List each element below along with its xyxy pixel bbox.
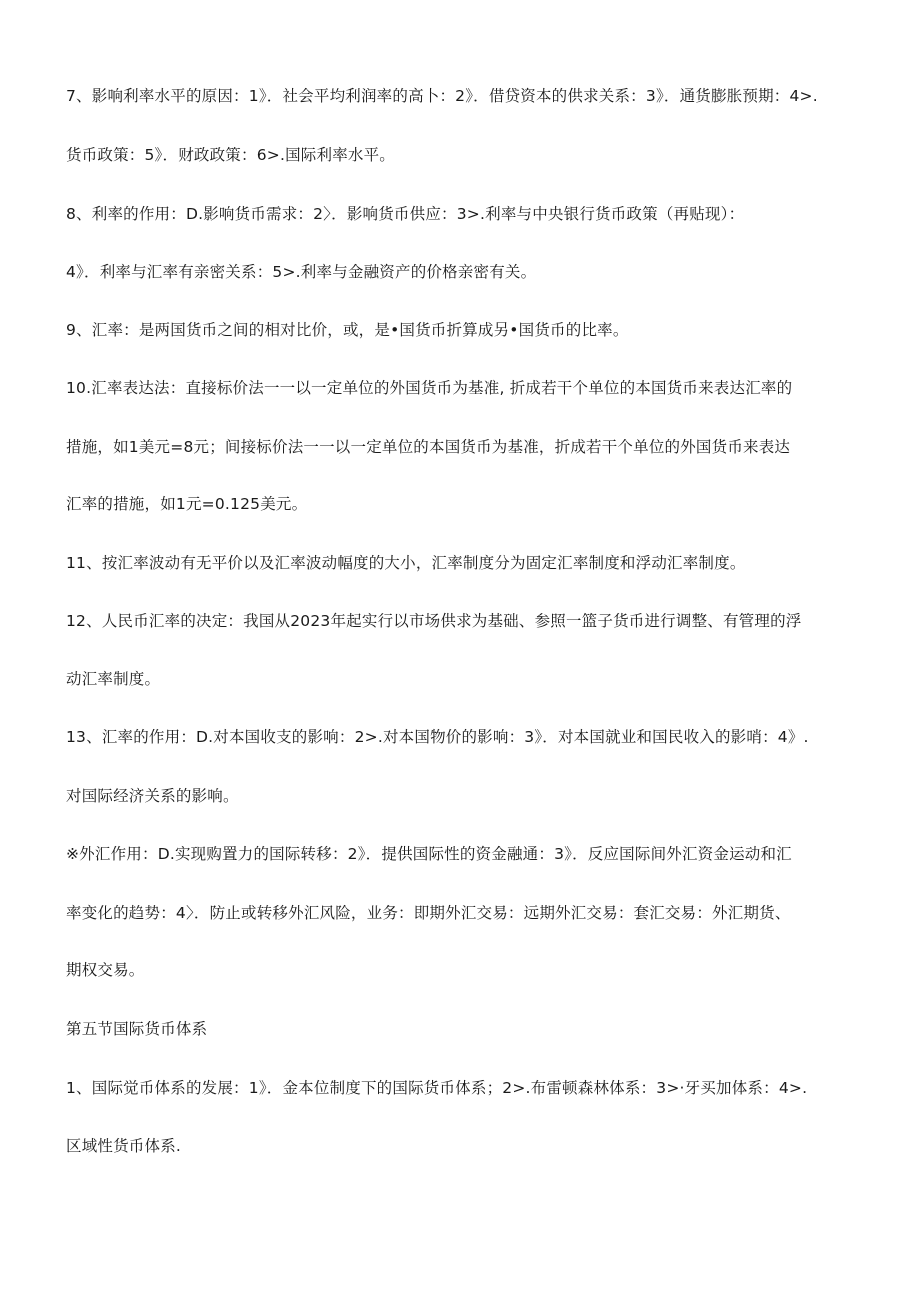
paragraph-9: 9、汇率：是两国货币之间的相对比价，或，是•国货币折算成另•国货币的比率。 xyxy=(66,321,629,339)
paragraph-12-line-1: 12、人民币汇率的决定：我国从2023年起实行以市场供求为基础、参照一篮子货币进行调整、有管理的浮 xyxy=(66,612,802,630)
paragraph-13-line-1: 13、汇率的作用：D.对本国收支的影响：2>.对本国物价的影响：3》．对本国就业和国民收入的影哨：4》. xyxy=(66,728,809,746)
paragraph-10-line-1: 10.汇率表达法：直接标价法一一以一定单位的外国货币为基准, 折成若干个单位的本国货币来表达汇率的 xyxy=(66,379,793,397)
note-forex-line-1: ※外汇作用：D.实现购置力的国际转移：2》．提供国际性的资金融通：3》．反应国际间外汇资金运动和汇 xyxy=(66,845,792,863)
note-forex-line-2: 率变化的趋势：4〉．防止或转移外汇风险，业务：即期外汇交易：远期外汇交易：套汇交易：外汇期货、 xyxy=(66,904,791,922)
section-heading: 第五节国际货币体系 xyxy=(66,1020,208,1038)
section-item-1-line-2: 区域性货币体系. xyxy=(66,1137,182,1155)
paragraph-10-line-2: 措施，如1美元=8元；间接标价法一一以一定单位的本国货币为基准，折成若干个单位的外国货币来表达 xyxy=(66,438,791,456)
paragraph-7-line-1: 7、影响利率水平的原因：1》．社会平均利润率的高卜：2》．借贷资本的供求关系：3》．通货膨胀预期：4>. xyxy=(66,87,818,105)
paragraph-8-line-1: 8、利率的作用：D.影响货币需求：2〉．影响货币供应：3>.利率与中央银行货币政策（再贴现）： xyxy=(66,205,745,223)
paragraph-8-line-2: 4》．利率与汇率有亲密关系：5>.利率与金融资产的价格亲密有关。 xyxy=(66,263,537,281)
paragraph-13-line-2: 对国际经济关系的影响。 xyxy=(66,787,239,805)
paragraph-7-line-2: 货币政策：5》．财政政策：6>.国际利率水平。 xyxy=(66,146,395,164)
paragraph-11: 11、按汇率波动有无平价以及汇率波动幅度的大小，汇率制度分为固定汇率制度和浮动汇率制度。 xyxy=(66,554,746,572)
section-item-1-line-1: 1、国际觉币体系的发展：1》．金本位制度下的国际货币体系；2>.布雷顿森林体系：3>·牙买加体系：4>. xyxy=(66,1079,808,1097)
paragraph-12-line-2: 动汇率制度。 xyxy=(66,670,161,688)
paragraph-10-line-3: 汇率的措施，如1元=0.125美元。 xyxy=(66,495,308,513)
note-forex-line-3: 期权交易。 xyxy=(66,961,145,979)
